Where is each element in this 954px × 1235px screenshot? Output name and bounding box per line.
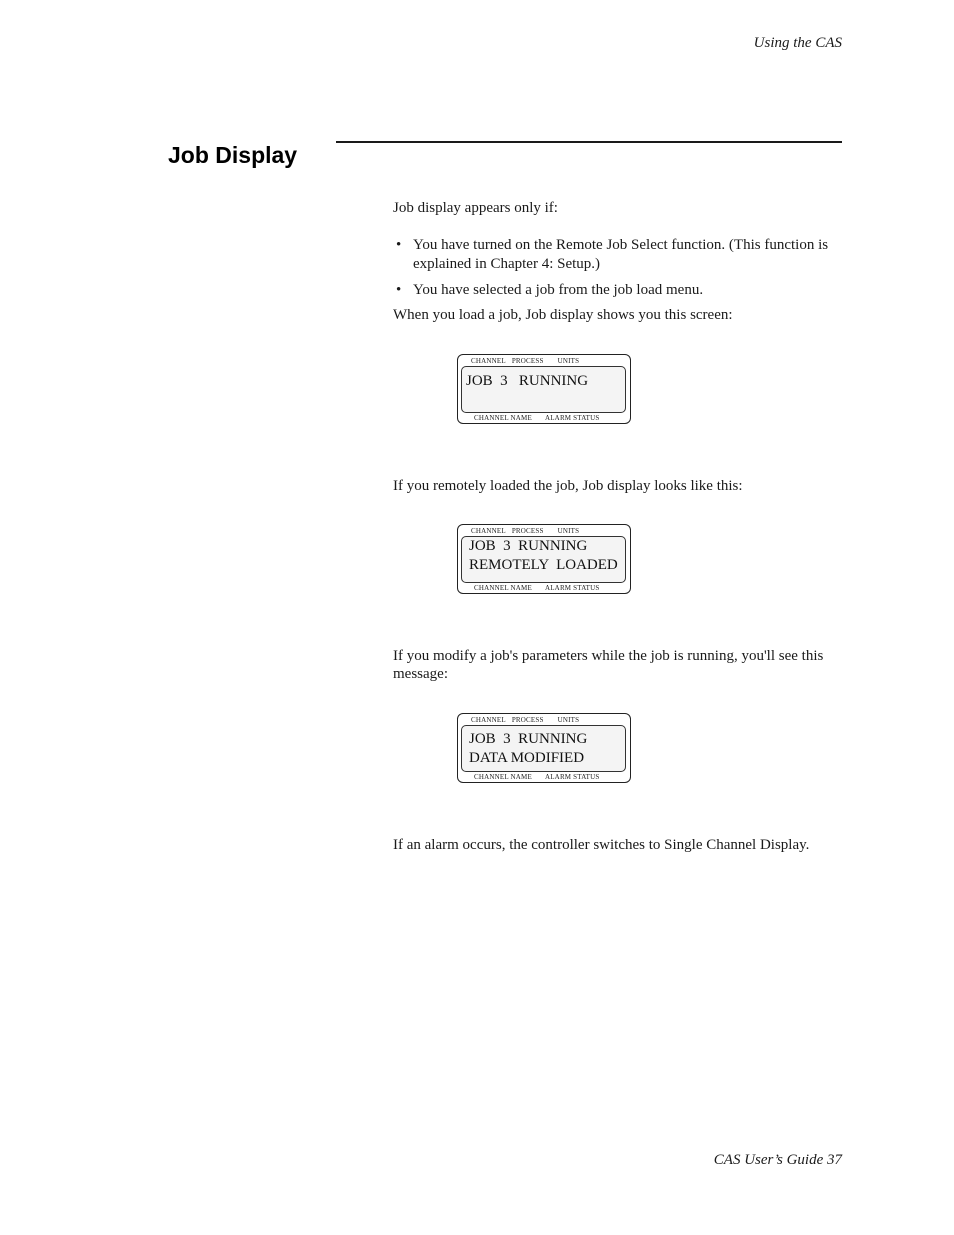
channel-name-label: CHANNEL NAME — [474, 414, 532, 422]
list-item — [393, 236, 845, 274]
process-label: PROCESS — [511, 527, 544, 535]
list-item — [393, 281, 845, 300]
channel-name-label: CHANNEL NAME — [474, 773, 532, 781]
alarm-paragraph: If an alarm occurs, the controller switches to Single Channel Display. — [393, 837, 810, 853]
alarm-status-label: ALARM STATUS — [544, 584, 600, 592]
units-label: UNITS — [557, 716, 580, 724]
section-title: Job Display — [168, 142, 298, 168]
lcd-screen — [461, 536, 626, 583]
lcd-line-1: JOB 3 RUNNING — [469, 538, 588, 554]
alarm-status-label: ALARM STATUS — [544, 773, 600, 781]
units-label: UNITS — [557, 357, 580, 365]
conditions-list — [393, 236, 845, 307]
lcd-screen — [461, 366, 626, 413]
lcd-line-2: REMOTELY LOADED — [469, 557, 618, 573]
lcd-bottom-labels — [474, 773, 613, 781]
lcd-display-job-running — [457, 354, 631, 424]
list-item-text: You have turned on the Remote Job Select function. (This function is explained in Chapter 4: Setup.) — [413, 237, 829, 272]
bullet-icon: • — [396, 282, 402, 298]
section-rule — [336, 141, 842, 143]
modify-paragraph: If you modify a job's parameters while the job is running, you'll see this message: — [393, 648, 824, 682]
lcd-display-remotely-loaded — [457, 524, 631, 594]
process-label: PROCESS — [511, 357, 544, 365]
lcd-bottom-labels — [474, 414, 613, 422]
lcd-bottom-labels — [474, 584, 613, 592]
lcd-line-2: DATA MODIFIED — [469, 750, 585, 766]
channel-label: CHANNEL — [471, 527, 506, 535]
load-paragraph: When you load a job, Job display shows you this screen: — [393, 307, 733, 323]
list-item-text: You have selected a job from the job load menu. — [413, 282, 704, 298]
lcd-top-labels — [471, 716, 585, 724]
lcd-top-labels — [471, 527, 585, 535]
lcd-top-labels — [471, 357, 585, 365]
intro-paragraph: Job display appears only if: — [393, 200, 558, 216]
lcd-screen — [461, 725, 626, 772]
alarm-status-label: ALARM STATUS — [544, 414, 600, 422]
channel-label: CHANNEL — [471, 716, 506, 724]
channel-label: CHANNEL — [471, 357, 506, 365]
page-footer: CAS User’s Guide 37 — [713, 1152, 842, 1168]
process-label: PROCESS — [511, 716, 544, 724]
lcd-display-data-modified — [457, 713, 631, 783]
channel-name-label: CHANNEL NAME — [474, 584, 532, 592]
units-label: UNITS — [557, 527, 580, 535]
lcd-line-1: JOB 3 RUNNING — [466, 373, 589, 389]
remote-paragraph: If you remotely loaded the job, Job display looks like this: — [393, 478, 743, 494]
bullet-icon: • — [396, 237, 402, 253]
running-header: Using the CAS — [753, 35, 842, 51]
lcd-line-1: JOB 3 RUNNING — [469, 731, 588, 747]
